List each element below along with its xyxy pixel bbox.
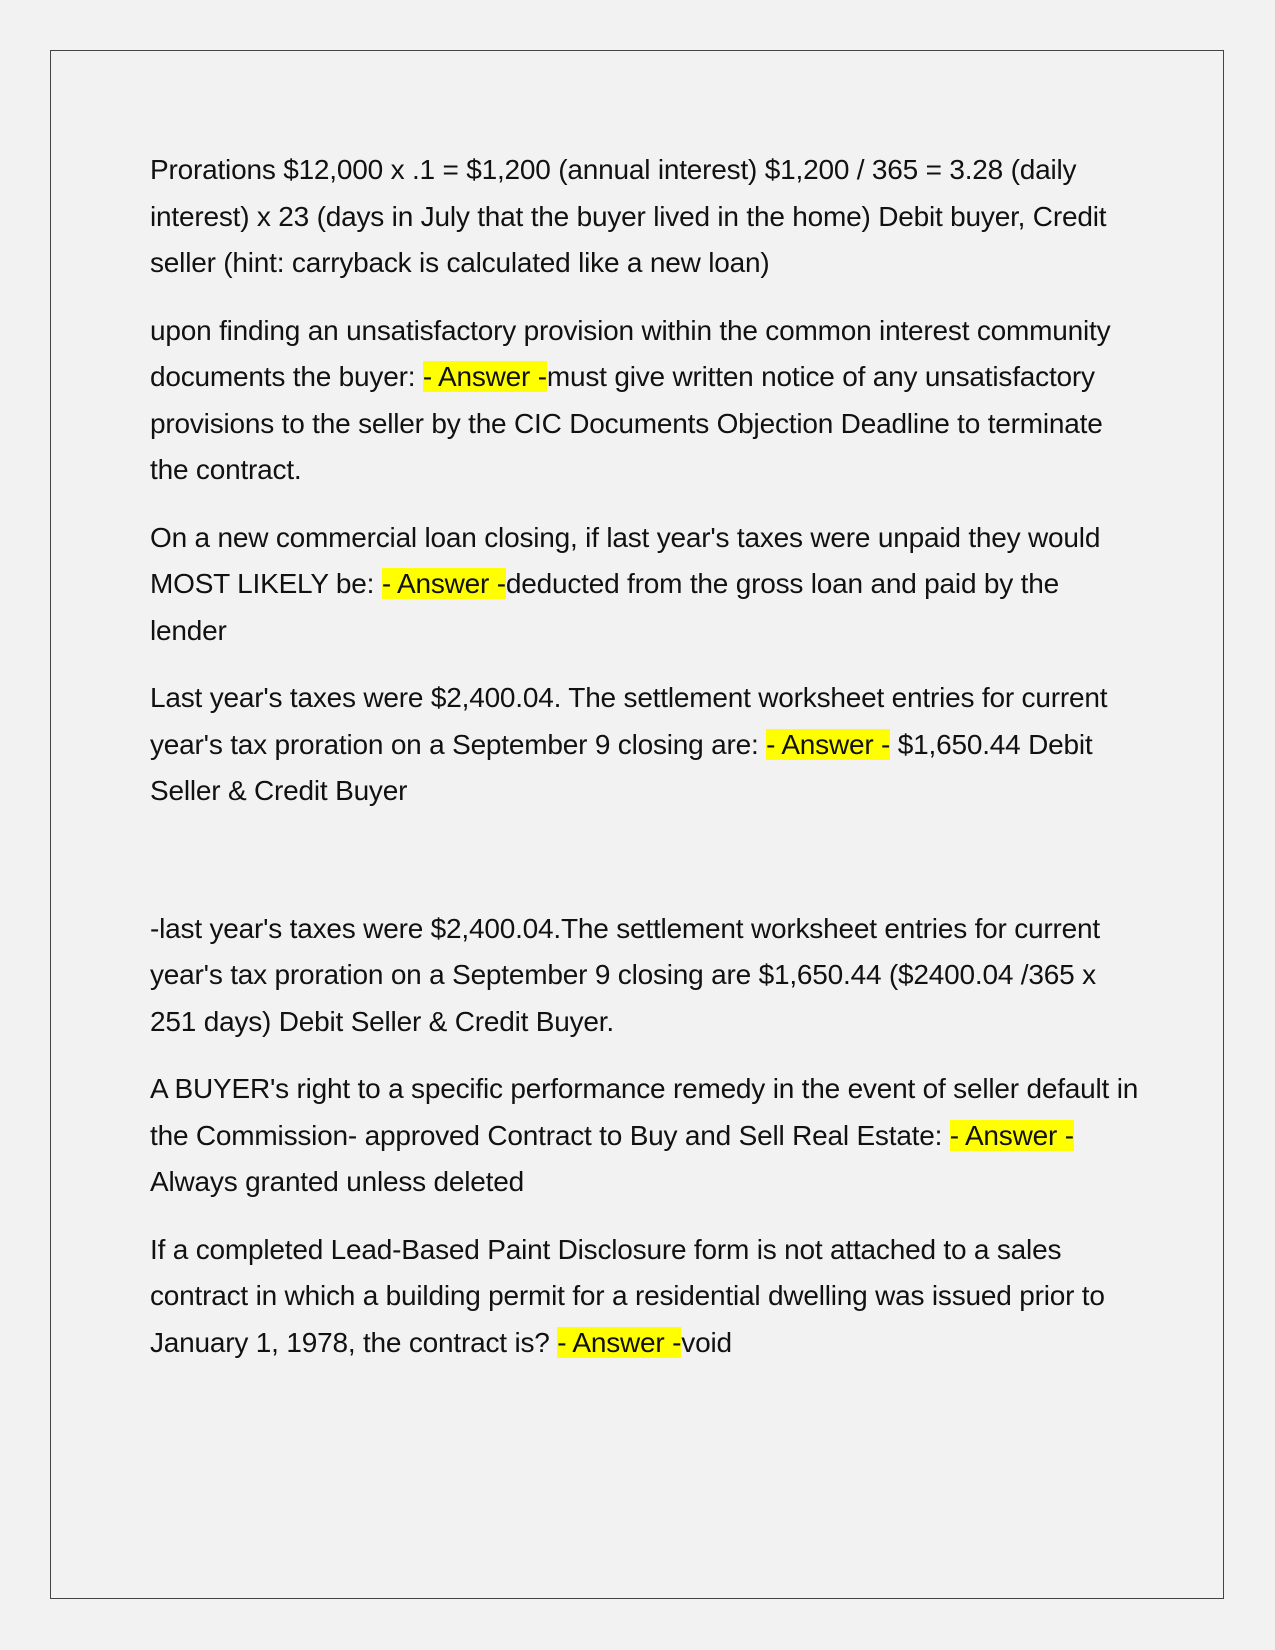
paragraph-text: -last year's taxes were $2,400.04.The settlement worksheet entries for current year's tax proration on a September 9 closing are $1,650.44 ($2400.04 /365 x 251 days) Debit Seller & Credit Buyer.	[150, 912, 1100, 1037]
answer-highlight: - Answer -	[557, 1326, 682, 1358]
question-text: If a completed Lead-Based Paint Disclosure form is not attached to a sales contract in which a building permit for a residential dwelling was issued prior to January 1, 1978, the contract is?	[150, 1233, 1105, 1358]
paragraph-tax-proration	[150, 675, 1140, 815]
answer-text: $1,650.44 Debit Seller & Credit Buyer	[150, 728, 1093, 806]
paragraph-prorations	[150, 147, 1140, 287]
paragraph-text: Prorations $12,000 x .1 = $1,200 (annual interest) $1,200 / 365 = 3.28 (daily interest) x 23 (days in July that the buyer lived in the home) Debit buyer, Credit seller (hint: carryback is calculated like a new loan)	[150, 154, 1107, 278]
spacer	[150, 836, 1140, 906]
answer-highlight: - Answer -	[949, 1119, 1074, 1151]
document-body	[150, 147, 1140, 1387]
question-text: A BUYER's right to a specific performance remedy in the event of seller default in the Commission- approved Contract to Buy and Sell Real Estate:	[150, 1073, 1139, 1151]
paragraph-specific-performance	[150, 1066, 1140, 1206]
question-text: Last year's taxes were $2,400.04. The settlement worksheet entries for current year's tax proration on a September 9 closing are:	[150, 682, 1108, 760]
answer-highlight: - Answer -	[766, 728, 891, 760]
paragraph-cic-provision	[150, 308, 1140, 494]
question-text: On a new commercial loan closing, if last year's taxes were unpaid they would MOST LIKELY be:	[150, 521, 1101, 599]
paragraph-lead-paint	[150, 1227, 1140, 1367]
question-text: upon finding an unsatisfactory provision within the common interest community documents the buyer:	[150, 314, 1111, 392]
answer-text: void	[681, 1326, 732, 1358]
paragraph-commercial-loan	[150, 515, 1140, 655]
answer-text: deducted from the gross loan and paid by the lender	[150, 568, 1059, 646]
answer-highlight: - Answer -	[381, 568, 506, 599]
answer-text: Always granted unless deleted	[150, 1166, 524, 1197]
answer-highlight: - Answer -	[422, 361, 547, 392]
paragraph-tax-explanation	[150, 906, 1140, 1046]
answer-text: must give written notice of any unsatisfactory provisions to the seller by the CIC Documents Objection Deadline to terminate the contract.	[150, 361, 1103, 485]
